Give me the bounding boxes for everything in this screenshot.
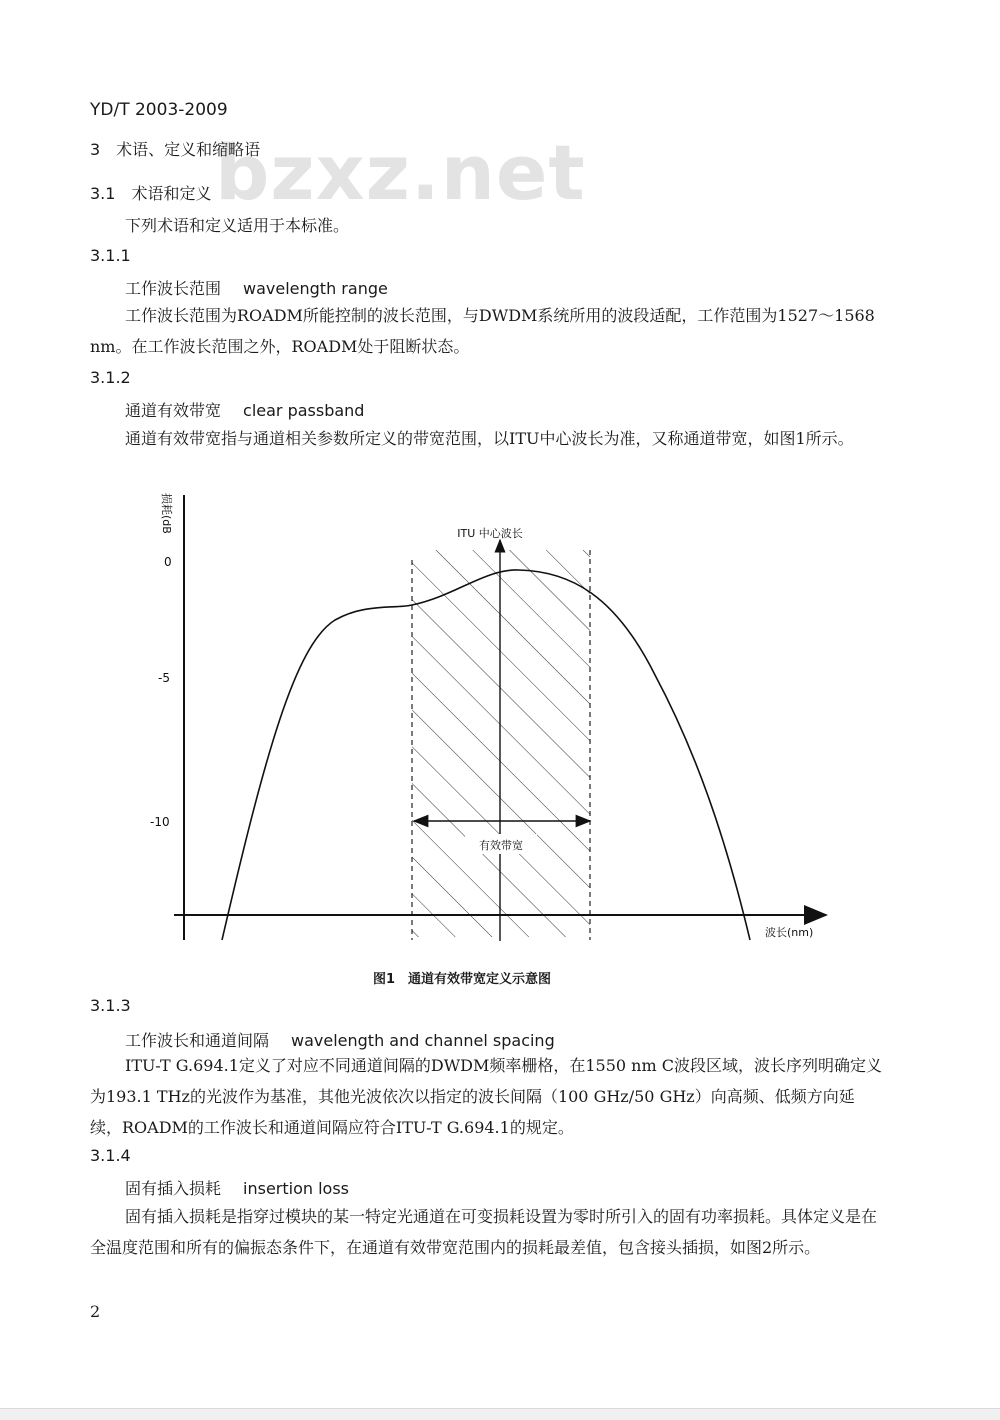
term-title (125, 1028, 555, 1051)
term-definition: 固有插入损耗是指穿过模块的某一特定光通道在可变损耗设置为零时所引入的固有功率损耗。具体定义是在全温度范围和所有的偏振态条件下，在通道有效带宽范围内的损耗最差值，包含接头插损，如图2所示。 (90, 1207, 878, 1257)
intro-paragraph: 下列术语和定义适用于本标准。 (125, 216, 350, 235)
term-definition: 通道有效带宽指与通道相关参数所定义的带宽范围，以ITU中心波长为准，又称通道带宽，如图1所示。 (125, 429, 854, 448)
term-en: wavelength and channel spacing (291, 1031, 555, 1050)
term-en: clear passband (243, 401, 365, 420)
itu-center-label: ITU 中心波长 (457, 527, 523, 540)
passband-figure (150, 485, 840, 955)
term-number: 3.1.3 (90, 996, 131, 1015)
term-title (125, 398, 364, 421)
page-number: 2 (90, 1302, 101, 1321)
term-cn: 通道有效带宽 (125, 401, 222, 420)
y-tick-label: -10 (150, 815, 170, 829)
figure-caption: 图1 通道有效带宽定义示意图 (373, 972, 552, 987)
term-definition: 工作波长范围为ROADM所能控制的波长范围，与DWDM系统所用的波段适配，工作范围为1527～1568 nm。在工作波长范围之外，ROADM处于阻断状态。 (90, 306, 875, 356)
term-definition: ITU-T G.694.1定义了对应不同通道间隔的DWDM频率栅格，在1550 nm C波段区域，波长序列明确定义为193.1 THz的光波作为基准，其他光波依次以指定的波长间隔（100 GHz/50 GHz）向高频、低频方向延续，ROADM的工作波长和通道间隔应符合ITU-T G.694.1的规定。 (90, 1056, 882, 1137)
page-bottom-edge (0, 1408, 1000, 1420)
passband-diagram (150, 485, 840, 955)
y-axis-label: 损耗(dB (160, 493, 173, 534)
term-number: 3.1.4 (90, 1146, 131, 1165)
term-en: wavelength range (243, 279, 388, 298)
term-cn: 工作波长和通道间隔 (125, 1031, 270, 1050)
term-number: 3.1.2 (90, 368, 131, 387)
term-cn: 工作波长范围 (125, 279, 222, 298)
term-en: insertion loss (243, 1179, 349, 1198)
watermark-text: bzxz.net (215, 128, 586, 217)
term-cn: 固有插入损耗 (125, 1179, 222, 1198)
standard-code: YD/T 2003-2009 (90, 100, 228, 120)
x-axis-label: 波长(nm) (765, 926, 814, 939)
section-heading: 3 术语、定义和缩略语 (90, 140, 261, 159)
term-title (125, 1176, 349, 1199)
term-title (125, 276, 388, 299)
term-number: 3.1.1 (90, 246, 131, 265)
passband-hatch (412, 550, 590, 937)
sub-heading: 3.1 术语和定义 (90, 184, 212, 203)
band-label: 有效带宽 (479, 839, 523, 852)
y-tick-label: 0 (164, 555, 172, 569)
y-tick-label: -5 (158, 671, 170, 685)
